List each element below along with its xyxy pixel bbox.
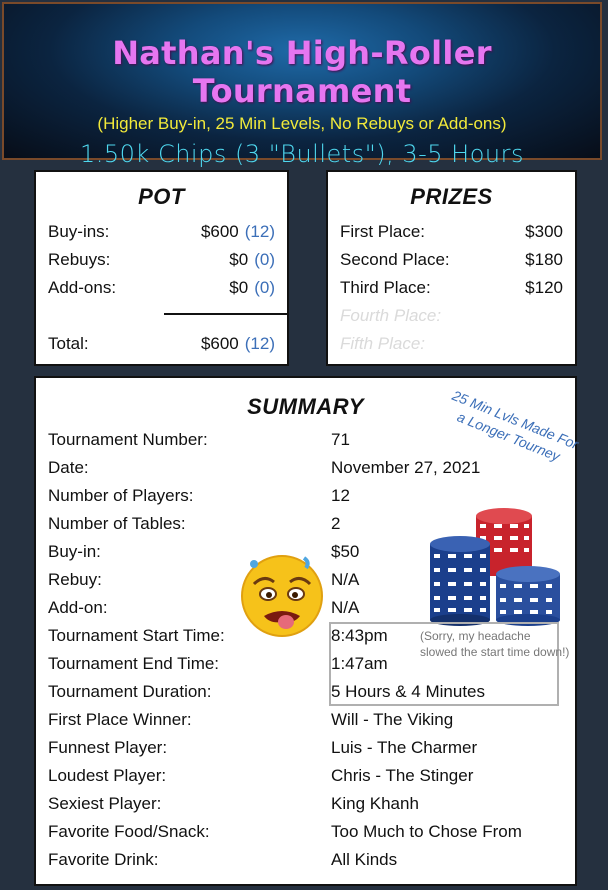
summary-label: Favorite Food/Snack: bbox=[48, 822, 210, 841]
pot-label: Total: bbox=[48, 334, 89, 353]
page-title: Nathan's High-Roller Tournament bbox=[112, 34, 492, 110]
summary-label: Number of Tables: bbox=[48, 514, 186, 533]
pot-row-total bbox=[48, 332, 275, 356]
summary-row bbox=[48, 454, 588, 482]
summary-value: 8:43pm bbox=[331, 626, 388, 645]
summary-label: Tournament Number: bbox=[48, 430, 208, 449]
summary-label: Funnest Player: bbox=[48, 738, 168, 757]
prize-value: $120 bbox=[525, 278, 563, 297]
prize-value: $180 bbox=[525, 250, 563, 269]
prize-label: Second Place: bbox=[340, 250, 450, 269]
summary-value: Luis - The Charmer bbox=[331, 738, 478, 757]
pot-label: Buy-ins: bbox=[48, 222, 110, 241]
summary-row bbox=[48, 650, 588, 678]
prize-row bbox=[340, 304, 563, 328]
prize-row bbox=[340, 248, 563, 272]
summary-value: 1:47am bbox=[331, 654, 388, 673]
prize-row bbox=[340, 220, 563, 244]
summary-label: Number of Players: bbox=[48, 486, 194, 505]
prize-row bbox=[340, 332, 563, 356]
summary-value: Will - The Viking bbox=[331, 710, 454, 729]
summary-label: Tournament Duration: bbox=[48, 682, 212, 701]
pot-count: (0) bbox=[254, 250, 275, 269]
prize-label: Third Place: bbox=[340, 278, 431, 297]
pot-row-rebuys bbox=[48, 248, 275, 272]
summary-row bbox=[48, 818, 588, 846]
summary-row bbox=[48, 706, 588, 734]
summary-label: Sexiest Player: bbox=[48, 794, 162, 813]
pot-row-addons bbox=[48, 276, 275, 300]
title-banner bbox=[2, 2, 602, 168]
summary-value: Chris - The Stinger bbox=[331, 766, 474, 785]
prizes-panel bbox=[326, 170, 577, 366]
summary-label: Date: bbox=[48, 458, 89, 477]
summary-value: N/A bbox=[331, 598, 360, 617]
summary-value: 5 Hours & 4 Minutes bbox=[331, 682, 486, 701]
pot-value: $0 bbox=[229, 278, 249, 297]
prize-row bbox=[340, 276, 563, 300]
prize-label: First Place: bbox=[340, 222, 426, 241]
banner-subtitle-chips: 1.50k Chips (3 "Bullets"), 3-5 Hours bbox=[79, 140, 524, 168]
summary-row bbox=[48, 790, 588, 818]
pot-row-buyins bbox=[48, 220, 275, 244]
prize-value: $300 bbox=[525, 222, 563, 241]
summary-value: 2 bbox=[331, 514, 341, 533]
pot-count: (0) bbox=[254, 278, 275, 297]
summary-value: All Kinds bbox=[331, 850, 398, 869]
pot-label: Add-ons: bbox=[48, 278, 117, 297]
summary-value: 12 bbox=[331, 486, 350, 505]
summary-value: Too Much to Chose From bbox=[331, 822, 522, 841]
summary-row bbox=[48, 566, 588, 594]
summary-value: $50 bbox=[331, 542, 360, 561]
summary-row bbox=[48, 678, 588, 706]
summary-label: Tournament End Time: bbox=[48, 654, 220, 673]
banner-subtitle-rules: (Higher Buy-in, 25 Min Levels, No Rebuys or Add-ons) bbox=[97, 114, 507, 133]
summary-panel bbox=[34, 376, 581, 886]
summary-label: First Place Winner: bbox=[48, 710, 192, 729]
summary-label: Favorite Drink: bbox=[48, 850, 159, 869]
summary-heading: SUMMARY bbox=[247, 394, 364, 419]
summary-label: Buy-in: bbox=[48, 542, 101, 561]
summary-row bbox=[48, 622, 588, 650]
pot-value: $0 bbox=[229, 250, 249, 269]
summary-row bbox=[48, 762, 588, 790]
pot-heading: POT bbox=[138, 184, 185, 209]
callout-note: (Sorry, my headache slowed the start time down!) bbox=[420, 629, 570, 659]
pot-count: (12) bbox=[244, 334, 275, 353]
summary-value: November 27, 2021 bbox=[331, 458, 481, 477]
prize-label: Fifth Place: bbox=[340, 334, 426, 353]
summary-row bbox=[48, 594, 588, 622]
summary-label: Add-on: bbox=[48, 598, 108, 617]
pot-value: $600 bbox=[200, 334, 239, 353]
summary-value: King Khanh bbox=[331, 794, 419, 813]
summary-label: Loudest Player: bbox=[48, 766, 167, 785]
summary-value: N/A bbox=[331, 570, 360, 589]
prize-label: Fourth Place: bbox=[340, 306, 442, 325]
prizes-heading: PRIZES bbox=[410, 184, 493, 209]
summary-row bbox=[48, 426, 588, 454]
summary-label: Tournament Start Time: bbox=[48, 626, 225, 645]
pot-count: (12) bbox=[244, 222, 275, 241]
summary-row bbox=[48, 482, 588, 510]
pot-label: Rebuys: bbox=[48, 250, 111, 269]
summary-row bbox=[48, 538, 588, 566]
side-note: 25 Min Lvls Made For a Longer Tourney bbox=[449, 387, 581, 465]
summary-row bbox=[48, 846, 588, 874]
summary-label: Rebuy: bbox=[48, 570, 102, 589]
pot-total-divider bbox=[164, 313, 287, 315]
pot-panel bbox=[34, 170, 289, 366]
summary-row bbox=[48, 510, 588, 538]
summary-value: 71 bbox=[331, 430, 350, 449]
pot-value: $600 bbox=[200, 222, 239, 241]
summary-row bbox=[48, 734, 588, 762]
